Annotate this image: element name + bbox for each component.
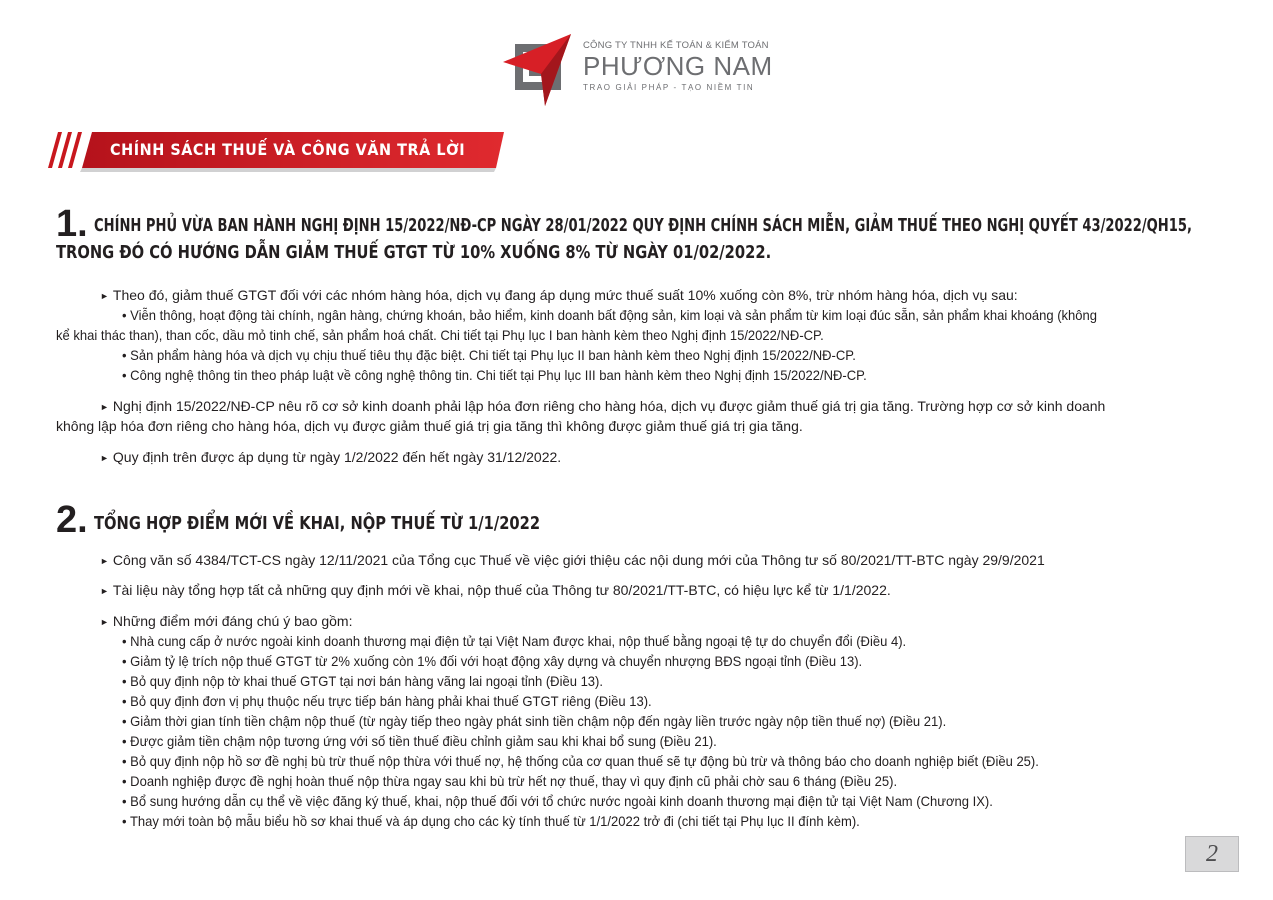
- arrow-bullet-icon: ►: [100, 617, 109, 627]
- page-number: 2: [1185, 836, 1239, 872]
- s2-paragraph-2: ► Tài liệu này tổng hợp tất cả những quy định mới về khai, nộp thuế của Thông tư 80/2021/TT-BTC, có hiệu lực kể từ 1/1/2022.: [100, 582, 891, 598]
- slogan: TRAO GIẢI PHÁP - TẠO NIỀM TIN: [583, 83, 755, 92]
- list-item: • Giảm thời gian tính tiền chậm nộp thuế (từ ngày tiếp theo ngày phát sinh tiền chậm nộp đến ngày liền trước ngày nộp tiền thuế nợ) (Điều 21).: [122, 713, 947, 729]
- section-2-title: TỔNG HỢP ĐIỂM MỚI VỀ KHAI, NỘP THUẾ TỪ 1/1/2022: [94, 514, 541, 534]
- s1-bullet-3: • Công nghệ thông tin theo pháp luật về công nghệ thông tin. Chi tiết tại Phụ lục III ban hành kèm theo Nghị định 15/2022/NĐ-CP.: [122, 367, 867, 383]
- s2-paragraph-3: ► Những điểm mới đáng chú ý bao gồm:: [100, 613, 353, 629]
- s1-paragraph-3: ► Quy định trên được áp dụng từ ngày 1/2/2022 đến hết ngày 31/12/2022.: [100, 449, 562, 465]
- list-item: • Giảm tỷ lệ trích nộp thuế GTGT từ 2% xuống còn 1% đối với hoạt động xây dựng và chuyển nhượng BĐS ngoại tỉnh (Điều 13).: [122, 653, 863, 669]
- section-1-title-line1: CHÍNH PHỦ VỪA BAN HÀNH NGHỊ ĐỊNH 15/2022/NĐ-CP NGÀY 28/01/2022 QUY ĐỊNH CHÍNH SÁCH MIỄN, GIẢM THUẾ THEO NGHỊ QUYẾT 43/2022/QH15,: [94, 216, 1192, 236]
- arrow-bullet-icon: ►: [100, 556, 109, 566]
- s1-bullet-1-line2: kể khai thác than), than cốc, dầu mỏ tinh chế, sản phẩm hoá chất. Chi tiết tại Phụ lục I ban hành kèm theo Nghị định 15/2022/NĐ-CP.: [56, 327, 824, 343]
- list-item: • Nhà cung cấp ở nước ngoài kinh doanh thương mại điện tử tại Việt Nam được khai, nộp thuế bằng ngoại tệ tự do chuyển đổi (Điều 4).: [122, 633, 907, 649]
- company-line: CÔNG TY TNHH KẾ TOÁN & KIỂM TOÁN: [583, 40, 769, 51]
- s1-bullet-1-line1: • Viễn thông, hoạt động tài chính, ngân hàng, chứng khoán, bảo hiểm, kinh doanh bất động sản, kim loại và sản phẩm từ kim loại đúc sẵn, sản phẩm khai khoáng (không: [122, 307, 1098, 323]
- section-banner: [44, 128, 506, 172]
- banner-title: CHÍNH SÁCH THUẾ VÀ CÔNG VĂN TRẢ LỜI: [110, 140, 466, 159]
- s1-paragraph-2-line2: không lập hóa đơn riêng cho hàng hóa, dịch vụ được giảm thuế giá trị gia tăng thì không được giảm thuế giá trị gia tăng.: [56, 418, 803, 434]
- list-item: • Bỏ quy định đơn vị phụ thuộc nếu trực tiếp bán hàng phải khai thuế GTGT riêng (Điều 13).: [122, 693, 652, 709]
- brand-name: PHƯƠNG NAM: [583, 51, 773, 81]
- list-item: • Bỏ quy định nộp tờ khai thuế GTGT tại nơi bán hàng vãng lai ngoại tỉnh (Điều 13).: [122, 673, 604, 689]
- arrow-bullet-icon: ►: [100, 586, 109, 596]
- section-1-title-line2: TRONG ĐÓ CÓ HƯỚNG DẪN GIẢM THUẾ GTGT TỪ 10% XUỐNG 8% TỪ NGÀY 01/02/2022.: [56, 243, 772, 263]
- list-item: • Thay mới toàn bộ mẫu biểu hồ sơ khai thuế và áp dụng cho các kỳ tính thuế từ 1/1/2022 trở đi (chi tiết tại Phụ lục II đính kèm).: [122, 813, 860, 829]
- s2-paragraph-1: ► Công văn số 4384/TCT-CS ngày 12/11/2021 của Tổng cục Thuế về việc giới thiệu các nội dung mới của Thông tư số 80/2021/TT-BTC ngày 29/9/2021: [100, 552, 1045, 568]
- list-item: • Bỏ quy định nộp hồ sơ đề nghị bù trừ thuế nộp thừa với thuế nợ, hệ thống của cơ quan thuế sẽ tự động bù trừ và thông báo cho doanh nghiệp biết (Điều 25).: [122, 753, 1039, 769]
- list-item: • Doanh nghiệp được đề nghị hoàn thuế nộp thừa ngay sau khi bù trừ hết nợ thuế, thay vì quy định cũ phải chờ sau 6 tháng (Điều 25).: [122, 773, 898, 789]
- section-1-number: 1.: [56, 203, 88, 245]
- section-2-number: 2.: [56, 499, 88, 541]
- s1-paragraph-1: ► Theo đó, giảm thuế GTGT đối với các nhóm hàng hóa, dịch vụ đang áp dụng mức thuế suất 10% xuống còn 8%, trừ nhóm hàng hóa, dịch vụ sau:: [100, 287, 1018, 303]
- list-item: • Được giảm tiền chậm nộp tương ứng với số tiền thuế điều chỉnh giảm sau khi khai bổ sung (Điều 21).: [122, 733, 717, 749]
- list-item: • Bổ sung hướng dẫn cụ thể về việc đăng ký thuế, khai, nộp thuế đối với tổ chức nước ngoài kinh doanh thương mại điện tử tại Việt Nam (Chương IX).: [122, 793, 993, 809]
- s1-paragraph-2-line1: ► Nghị định 15/2022/NĐ-CP nêu rõ cơ sở kinh doanh phải lập hóa đơn riêng cho hàng hóa, dịch vụ được giảm thuế giá trị gia tăng. Trường hợp cơ sở kinh doanh: [100, 398, 1106, 414]
- arrow-bullet-icon: ►: [100, 402, 109, 412]
- arrow-bullet-icon: ►: [100, 291, 109, 301]
- phuong-nam-logo-icon: [503, 34, 575, 108]
- s1-bullet-2: • Sản phẩm hàng hóa và dịch vụ chịu thuế tiêu thụ đặc biệt. Chi tiết tại Phụ lục II ban hành kèm theo Nghị định 15/2022/NĐ-CP.: [122, 347, 856, 363]
- arrow-bullet-icon: ►: [100, 453, 109, 463]
- company-logo: [503, 34, 783, 112]
